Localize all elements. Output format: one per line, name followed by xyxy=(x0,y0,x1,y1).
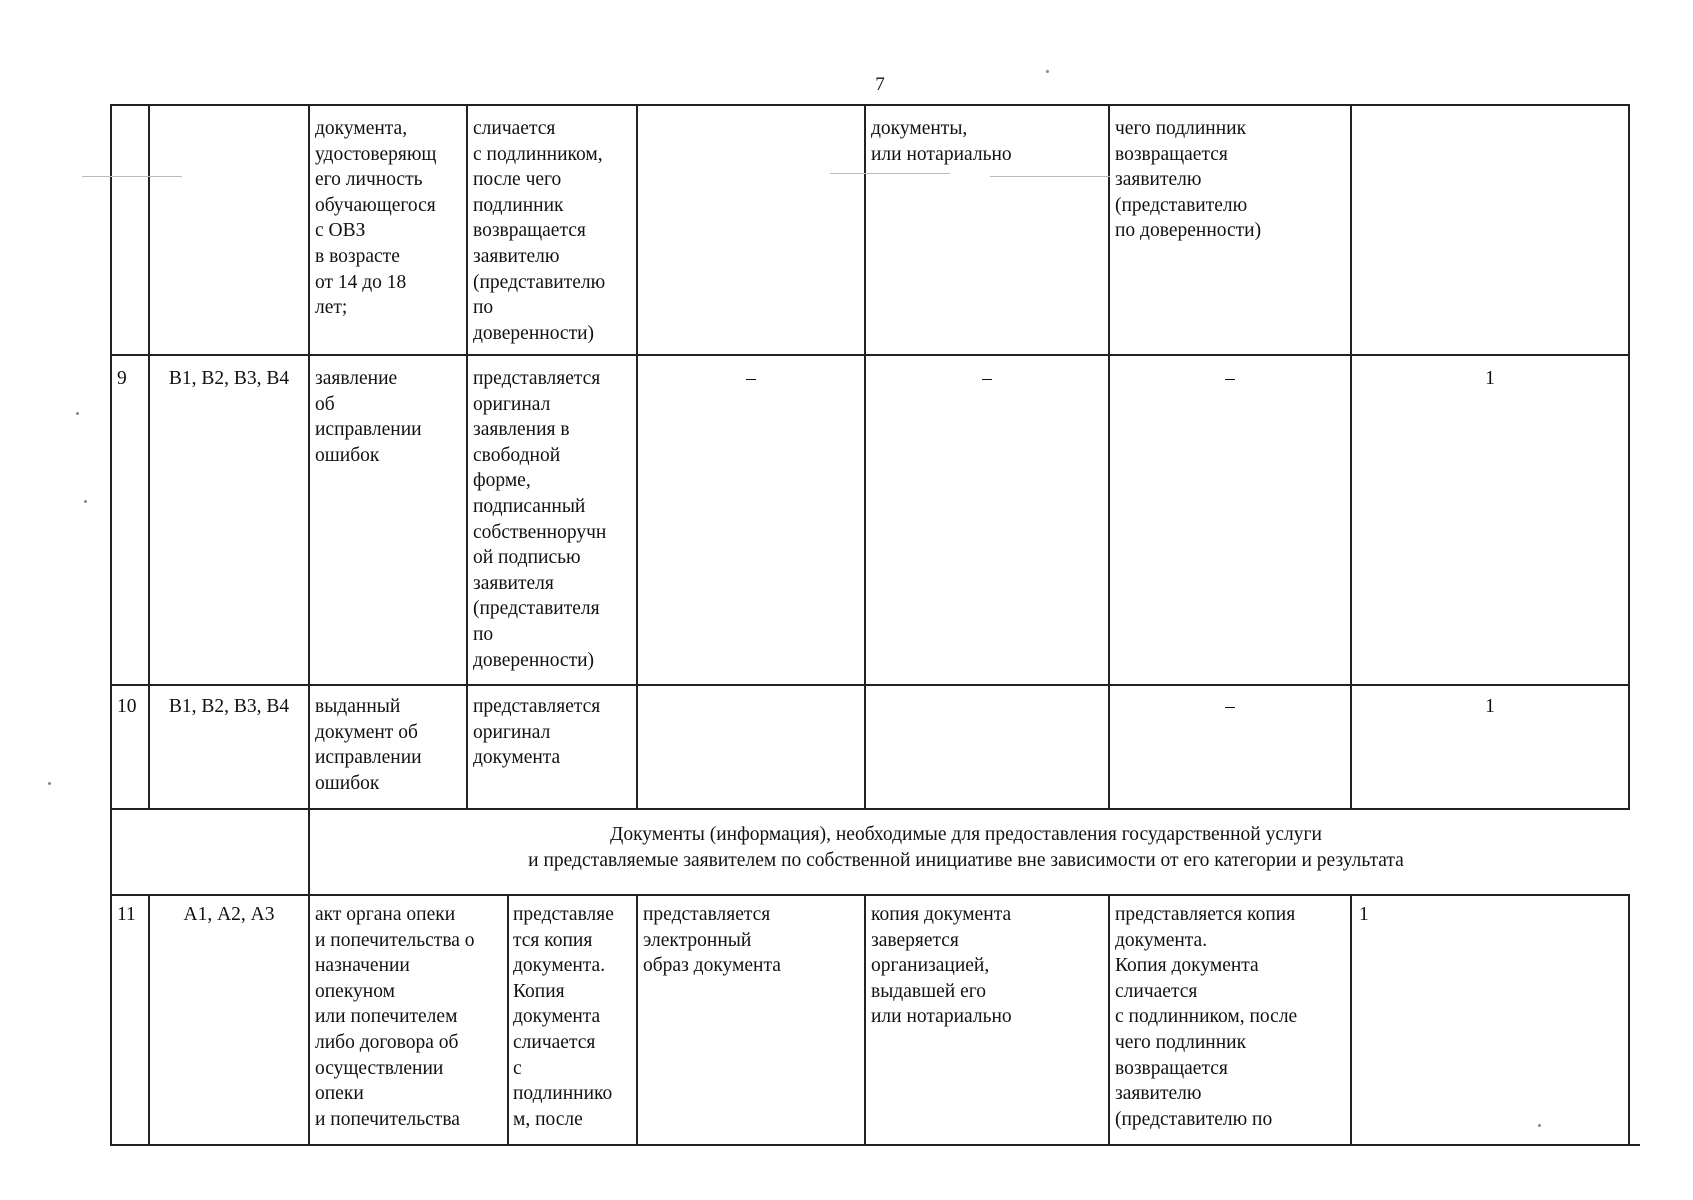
column-divider xyxy=(864,104,866,808)
table-cell-copy-handling: чего подлинник возвращается заявителю (представителю по доверенности) xyxy=(1115,118,1262,242)
table-cell-document: заявление об исправлении ошибок xyxy=(315,368,422,466)
table-cell-certification: документы, или нотариально xyxy=(871,118,1012,165)
table-border-right xyxy=(1628,894,1630,1146)
column-divider xyxy=(636,104,638,808)
table-cell-copy-handling: – xyxy=(1225,368,1235,389)
column-divider xyxy=(864,894,866,1146)
column-divider xyxy=(1108,894,1110,1146)
table-cell-requirements: представляется оригинал заявления в свободной форме, подписанный собственноручн ой подписью заявителя (представителя по доверенности) xyxy=(473,368,607,671)
table-cell-electronic: представляется электронный образ документа xyxy=(643,904,781,977)
table-cell-number: 9 xyxy=(117,368,127,389)
table-cell-category: В1, В2, В3, В4 xyxy=(168,368,290,389)
column-divider xyxy=(1350,894,1352,1146)
section-header-line: Документы (информация), необходимые для предоставления государственной услуги xyxy=(610,824,1322,845)
scan-artifact xyxy=(1538,1124,1541,1127)
row-divider xyxy=(110,808,1630,810)
table-cell-count: 1 xyxy=(1485,368,1495,389)
column-divider xyxy=(308,104,310,1146)
scan-artifact xyxy=(48,782,51,785)
table-cell-number: 10 xyxy=(117,696,137,717)
scan-artifact xyxy=(84,500,87,503)
table-cell-category: А1, А2, А3 xyxy=(183,904,275,925)
scan-artifact xyxy=(82,176,182,177)
table-border-top xyxy=(110,104,1630,106)
table-cell-count: 1 xyxy=(1359,904,1369,925)
table-cell-category: В1, В2, В3, В4 xyxy=(168,696,290,717)
section-header-line: и представляемые заявителем по собственной инициативе вне зависимости от его категории и результата xyxy=(528,850,1404,871)
table-cell-document: документа, удостоверяющ его личность обучающегося с ОВЗ в возрасте от 14 до 18 лет; xyxy=(315,118,437,319)
table-cell-copy-handling: представляется копия документа. Копия документа сличается с подлинником, после чего подлинник возвращается заявителю (представителю по xyxy=(1115,904,1298,1130)
row-divider xyxy=(110,354,1630,356)
table-cell-requirements: сличается с подлинником, после чего подлинник возвращается заявителю (представителю по доверенности) xyxy=(473,118,606,344)
table-cell-requirements: представляе тся копия документа. Копия документа сличается с подлиннико м, после xyxy=(513,904,614,1130)
column-divider xyxy=(507,894,509,1146)
table-cell-copy-handling: – xyxy=(1225,696,1235,717)
table-cell-requirements: представляется оригинал документа xyxy=(473,696,601,769)
scan-artifact xyxy=(76,412,79,415)
scan-artifact xyxy=(830,173,950,174)
table-cell-document: выданный документ об исправлении ошибок xyxy=(315,696,422,794)
row-divider xyxy=(110,894,1630,896)
column-divider xyxy=(466,104,468,808)
table-cell-certification: копия документа заверяется организацией, выдавшей его или нотариально xyxy=(871,904,1012,1028)
document-table xyxy=(110,104,1630,1146)
table-border-bottom xyxy=(110,1144,1640,1146)
table-border-right xyxy=(1628,104,1630,808)
table-cell-count: 1 xyxy=(1485,696,1495,717)
page-number: 7 xyxy=(875,74,885,95)
table-cell-number: 11 xyxy=(117,904,136,925)
table-border-left xyxy=(110,104,112,1146)
row-divider xyxy=(110,684,1630,686)
table-cell-certification: – xyxy=(982,368,992,389)
table-cell-electronic: – xyxy=(746,368,756,389)
table-cell-document: акт органа опеки и попечительства о назначении опекуном или попечителем либо договора об осуществлении опеки и попечительства xyxy=(315,904,475,1130)
column-divider xyxy=(148,894,150,1146)
scan-artifact xyxy=(990,176,1110,177)
scan-artifact xyxy=(1046,70,1049,73)
